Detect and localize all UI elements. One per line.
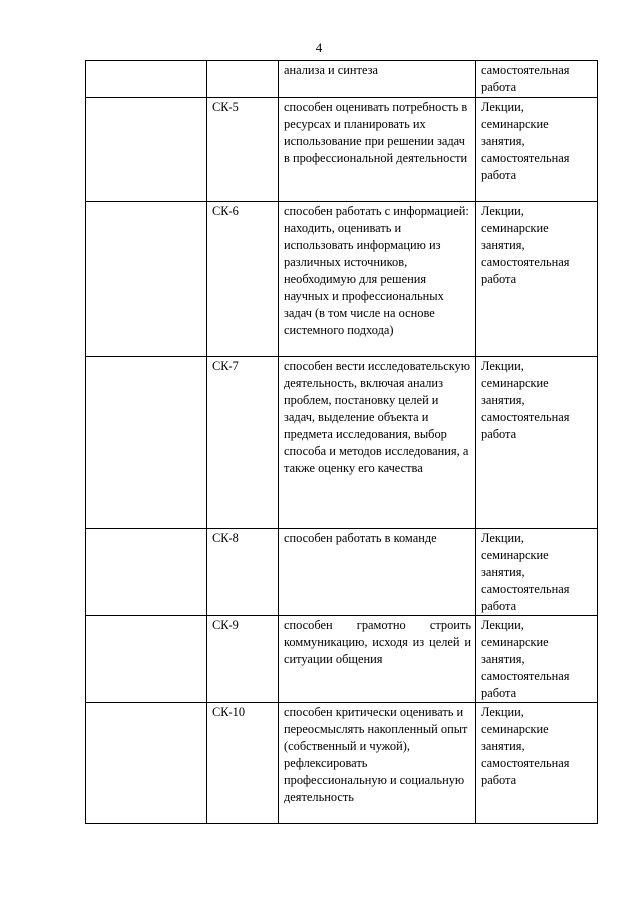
competency-description: способен работать в команде	[279, 529, 476, 616]
empty-cell	[86, 703, 207, 824]
teaching-methods: Лекции, семинарские занятия, самостоятельная работа	[476, 703, 598, 824]
teaching-methods: самостоятельная работа	[476, 61, 598, 98]
teaching-methods: Лекции, семинарские занятия, самостоятельная работа	[476, 202, 598, 357]
table-row	[86, 357, 598, 529]
competency-code: СК-6	[207, 202, 279, 357]
page-number: 4	[315, 40, 323, 55]
competency-description: анализа и синтеза	[279, 61, 476, 98]
table-row	[86, 98, 598, 202]
table-row	[86, 529, 598, 616]
competency-description: способен вести исследовательскую деятельность, включая анализ проблем, постановку целей и задач, выделение объекта и предмета исследования, выбор способа и методов исследования, а также оценку его качества	[279, 357, 476, 529]
competency-description: способен грамотно строить коммуникацию, исходя из целей и ситуации общения	[279, 616, 476, 703]
empty-cell	[86, 98, 207, 202]
empty-cell	[86, 616, 207, 703]
competency-code	[207, 61, 279, 98]
competency-code: СК-8	[207, 529, 279, 616]
table-row	[86, 703, 598, 824]
empty-cell	[86, 357, 207, 529]
competency-code: СК-9	[207, 616, 279, 703]
competency-code: СК-10	[207, 703, 279, 824]
competency-description: способен критически оценивать и переосмыслять накопленный опыт (собственный и чужой), рефлексировать профессиональную и социальную деятельность	[279, 703, 476, 824]
competency-description: способен оценивать потребность в ресурсах и планировать их использование при решении задач в профессиональной деятельности	[279, 98, 476, 202]
teaching-methods: Лекции, семинарские занятия, самостоятельная работа	[476, 357, 598, 529]
teaching-methods: Лекции, семинарские занятия, самостоятельная работа	[476, 616, 598, 703]
competency-code: СК-7	[207, 357, 279, 529]
teaching-methods: Лекции, семинарские занятия, самостоятельная работа	[476, 98, 598, 202]
empty-cell	[86, 202, 207, 357]
empty-cell	[86, 529, 207, 616]
competencies-table	[85, 60, 598, 824]
competency-description: способен работать с информацией: находить, оценивать и использовать информацию из различных источников, необходимую для решения научных и профессиональных задач (в том числе на основе системного подхода)	[279, 202, 476, 357]
table-row	[86, 202, 598, 357]
table-row	[86, 61, 598, 98]
table-row	[86, 616, 598, 703]
competency-code: СК-5	[207, 98, 279, 202]
teaching-methods: Лекции, семинарские занятия, самостоятельная работа	[476, 529, 598, 616]
empty-cell	[86, 61, 207, 98]
